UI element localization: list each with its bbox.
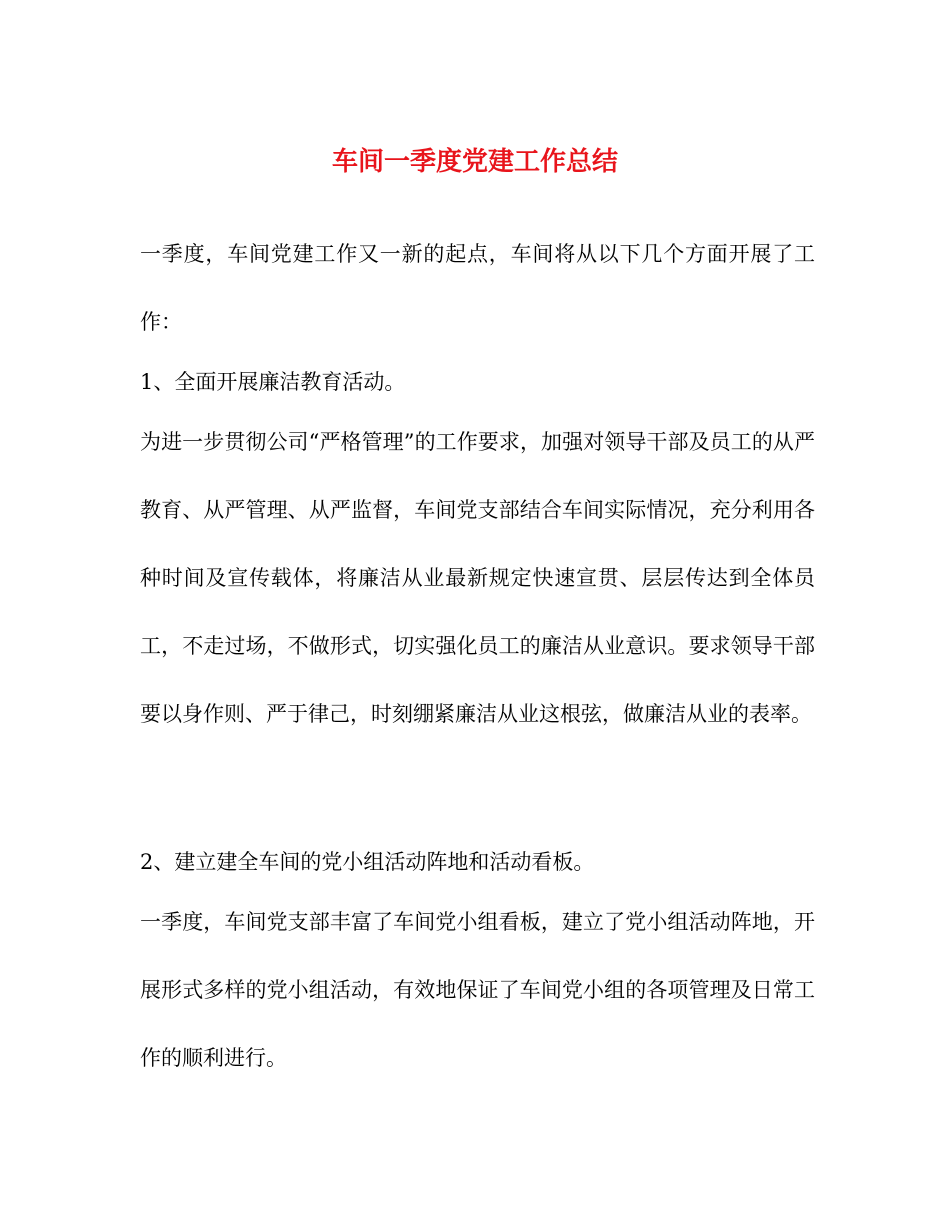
document-title: 车间一季度党建工作总结	[331, 147, 618, 177]
section-body-2: 一季度，车间党支部丰富了车间党小组看板，建立了党小组活动阵地，开展形式多样的党小组活动，有效地保证了车间党小组的各项管理及日常工作的顺利进行。	[140, 910, 815, 1070]
section-body-1: 为进一步贯彻公司“严格管理”的工作要求，加强对领导干部及员工的从严教育、从严管理、从严监督，车间党支部结合车间实际情况，充分利用各种时间及宣传载体，将廉洁从业最新规定快速宣贯、层层传达到全体员工，不走过场，不做形式，切实强化员工的廉洁从业意识。要求领导干部要以身作则、严于律己，时刻绷紧廉洁从业这根弦，做廉洁从业的表率。	[140, 430, 815, 726]
section-heading-2: 2、建立建全车间的党小组活动阵地和活动看板。	[140, 850, 595, 874]
intro-paragraph: 一季度，车间党建工作又一新的起点，车间将从以下几个方面开展了工作：	[140, 242, 815, 334]
section-heading-1: 1、全面开展廉洁教育活动。	[140, 370, 406, 394]
